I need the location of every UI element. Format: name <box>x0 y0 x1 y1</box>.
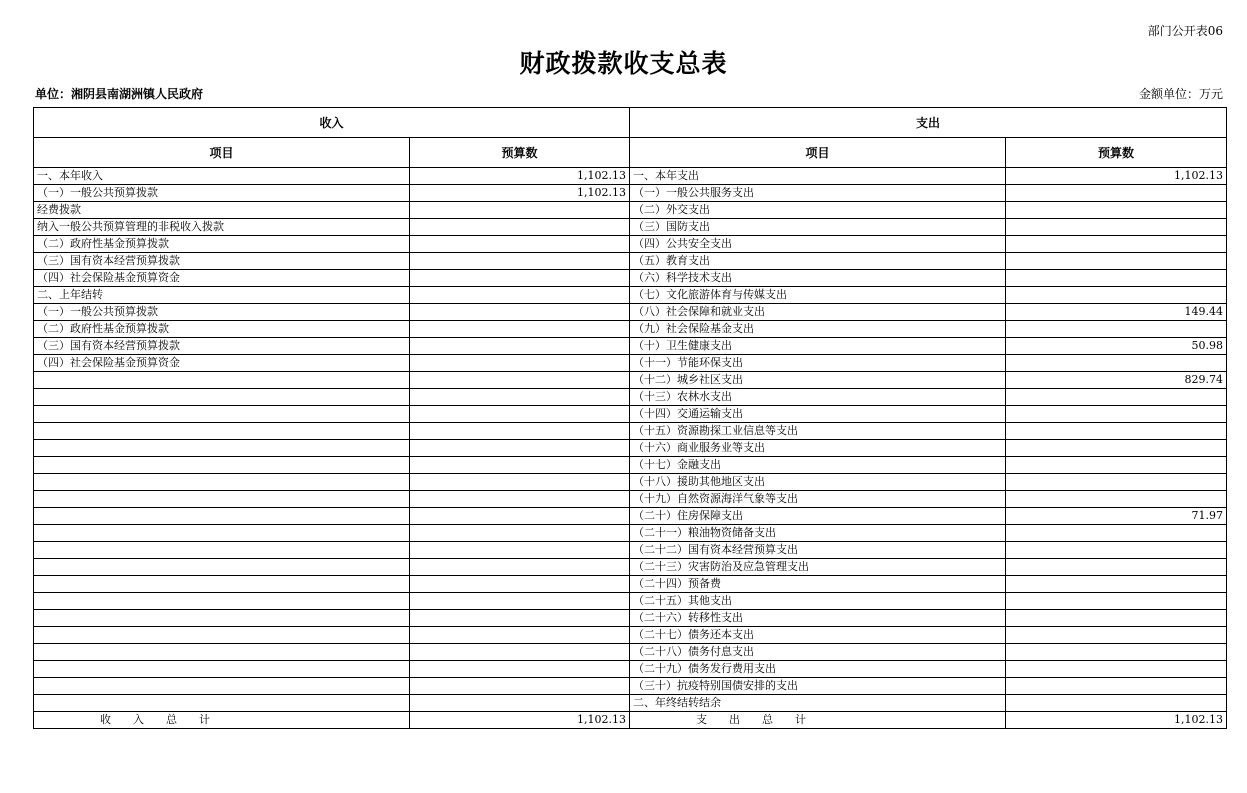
expense-item-cell: 二、年终结转结余 <box>630 695 1006 712</box>
expense-item-cell: （二十七）债务还本支出 <box>630 627 1006 644</box>
expense-budget-cell <box>1006 525 1227 542</box>
table-row <box>34 644 1227 661</box>
page-title: 财政拨款收支总表 <box>519 49 728 78</box>
income-budget-cell <box>410 219 630 236</box>
income-budget-cell: 1,102.13 <box>410 185 630 202</box>
income-total-value: 1,102.13 <box>410 712 630 729</box>
expense-budget-cell <box>1006 236 1227 253</box>
income-item-cell: （三）国有资本经营预算拨款 <box>34 338 410 355</box>
income-budget-cell <box>410 389 630 406</box>
expense-item-cell: （十四）交通运输支出 <box>630 406 1006 423</box>
expense-item-cell: 一、本年支出 <box>630 168 1006 185</box>
table-row <box>34 389 1227 406</box>
expense-budget-cell <box>1006 542 1227 559</box>
income-item-cell <box>34 695 410 712</box>
expense-budget-cell <box>1006 423 1227 440</box>
income-item-cell: 纳入一般公共预算管理的非税收入拨款 <box>34 219 410 236</box>
expense-budget-cell <box>1006 440 1227 457</box>
income-item-cell <box>34 457 410 474</box>
income-budget-cell: 1,102.13 <box>410 168 630 185</box>
income-item-cell <box>34 372 410 389</box>
income-item-cell <box>34 661 410 678</box>
expense-budget-cell: 829.74 <box>1006 372 1227 389</box>
table-row <box>34 338 1227 355</box>
income-budget-cell <box>410 270 630 287</box>
income-header: 收入 <box>34 108 630 138</box>
table-row <box>34 287 1227 304</box>
expense-item-cell: （六）科学技术支出 <box>630 270 1006 287</box>
table-row <box>34 491 1227 508</box>
income-item-cell: （一）一般公共预算拨款 <box>34 185 410 202</box>
expense-budget-cell <box>1006 321 1227 338</box>
expense-header: 支出 <box>630 108 1227 138</box>
income-budget-cell <box>410 474 630 491</box>
table-row <box>34 661 1227 678</box>
table-row <box>34 321 1227 338</box>
income-budget-cell <box>410 593 630 610</box>
income-item-cell: （二）政府性基金预算拨款 <box>34 321 410 338</box>
income-budget-cell <box>410 678 630 695</box>
section-header-row <box>34 108 1227 138</box>
expense-item-cell: （十三）农林水支出 <box>630 389 1006 406</box>
income-budget-cell <box>410 423 630 440</box>
table-row <box>34 185 1227 202</box>
income-budget-cell <box>410 610 630 627</box>
expense-item-cell: （十二）城乡社区支出 <box>630 372 1006 389</box>
income-budget-cell <box>410 321 630 338</box>
table-row <box>34 202 1227 219</box>
income-item-cell: 一、本年收入 <box>34 168 410 185</box>
income-item-cell: 二、上年结转 <box>34 287 410 304</box>
expense-budget-cell <box>1006 457 1227 474</box>
table-row <box>34 406 1227 423</box>
table-row <box>34 457 1227 474</box>
total-row <box>34 712 1227 729</box>
expense-item-cell: （三十）抗疫特别国债安排的支出 <box>630 678 1006 695</box>
income-budget-cell <box>410 508 630 525</box>
expense-item-cell: （十七）金融支出 <box>630 457 1006 474</box>
expense-item-cell: （八）社会保障和就业支出 <box>630 304 1006 321</box>
table-row <box>34 372 1227 389</box>
table-row <box>34 253 1227 270</box>
expense-item-cell: （二十三）灾害防治及应急管理支出 <box>630 559 1006 576</box>
income-item-cell: （三）国有资本经营预算拨款 <box>34 253 410 270</box>
income-budget-cell <box>410 644 630 661</box>
table-row <box>34 270 1227 287</box>
income-item-cell <box>34 644 410 661</box>
income-item-cell: （四）社会保险基金预算资金 <box>34 355 410 372</box>
expense-budget-cell <box>1006 644 1227 661</box>
expense-item-cell: （二十四）预备费 <box>630 576 1006 593</box>
income-item-cell <box>34 559 410 576</box>
expense-item-cell: （二十九）债务发行费用支出 <box>630 661 1006 678</box>
table-row <box>34 627 1227 644</box>
expense-budget-cell <box>1006 474 1227 491</box>
expense-item-cell: （十五）资源勘探工业信息等支出 <box>630 423 1006 440</box>
table-row <box>34 355 1227 372</box>
expense-total-label: 支 出 总 计 <box>630 712 1006 729</box>
table-row <box>34 474 1227 491</box>
income-budget-cell <box>410 525 630 542</box>
expense-item-cell: （二十八）债务付息支出 <box>630 644 1006 661</box>
income-item-cell: 经费拨款 <box>34 202 410 219</box>
income-total-label: 收 入 总 计 <box>34 712 410 729</box>
income-item-cell: （二）政府性基金预算拨款 <box>34 236 410 253</box>
table-row <box>34 525 1227 542</box>
income-item-cell <box>34 610 410 627</box>
expense-item-cell: （二十五）其他支出 <box>630 593 1006 610</box>
income-item-cell <box>34 440 410 457</box>
expense-budget-cell <box>1006 389 1227 406</box>
expense-item-cell: （二）外交支出 <box>630 202 1006 219</box>
table-row <box>34 559 1227 576</box>
expense-budget-cell <box>1006 253 1227 270</box>
income-budget-cell <box>410 253 630 270</box>
income-item-cell <box>34 491 410 508</box>
table-row <box>34 440 1227 457</box>
income-budget-cell <box>410 559 630 576</box>
expense-item-cell: （十一）节能环保支出 <box>630 355 1006 372</box>
expense-item-cell: （二十一）粮油物资储备支出 <box>630 525 1006 542</box>
expense-budget-cell <box>1006 270 1227 287</box>
income-item-cell <box>34 406 410 423</box>
expense-item-cell: （一）一般公共服务支出 <box>630 185 1006 202</box>
income-item-cell <box>34 678 410 695</box>
expense-budget-cell <box>1006 695 1227 712</box>
income-item-cell: （四）社会保险基金预算资金 <box>34 270 410 287</box>
table-row <box>34 236 1227 253</box>
expense-item-cell: （十八）援助其他地区支出 <box>630 474 1006 491</box>
income-budget-cell <box>410 236 630 253</box>
table-row <box>34 678 1227 695</box>
table-row <box>34 542 1227 559</box>
expense-budget-cell <box>1006 355 1227 372</box>
income-budget-cell <box>410 661 630 678</box>
income-budget-cell <box>410 202 630 219</box>
income-budget-cell <box>410 406 630 423</box>
income-item-cell <box>34 423 410 440</box>
income-item-cell <box>34 576 410 593</box>
income-budget-cell <box>410 338 630 355</box>
income-item-cell <box>34 542 410 559</box>
expense-item-header: 项目 <box>630 138 1006 168</box>
expense-item-cell: （二十六）转移性支出 <box>630 610 1006 627</box>
unit-label: 单位：湘阴县南湖洲镇人民政府 <box>35 87 204 101</box>
column-header-row <box>34 138 1227 168</box>
expense-item-cell: （四）公共安全支出 <box>630 236 1006 253</box>
expense-budget-cell: 71.97 <box>1006 508 1227 525</box>
income-budget-cell <box>410 440 630 457</box>
expense-budget-cell <box>1006 661 1227 678</box>
table-row <box>34 695 1227 712</box>
budget-table <box>33 107 1227 729</box>
expense-budget-header: 预算数 <box>1006 138 1227 168</box>
income-budget-cell <box>410 491 630 508</box>
expense-budget-cell <box>1006 576 1227 593</box>
table-row <box>34 610 1227 627</box>
table-row <box>34 593 1227 610</box>
income-item-cell <box>34 474 410 491</box>
income-budget-cell <box>410 372 630 389</box>
income-budget-cell <box>410 542 630 559</box>
expense-item-cell: （二十二）国有资本经营预算支出 <box>630 542 1006 559</box>
income-item-cell <box>34 525 410 542</box>
expense-budget-cell <box>1006 593 1227 610</box>
expense-budget-cell <box>1006 219 1227 236</box>
form-number: 部门公开表06 <box>1147 24 1223 38</box>
expense-budget-cell <box>1006 406 1227 423</box>
expense-budget-cell <box>1006 678 1227 695</box>
table-row <box>34 423 1227 440</box>
expense-budget-cell <box>1006 627 1227 644</box>
expense-budget-cell <box>1006 185 1227 202</box>
table-row <box>34 168 1227 185</box>
income-budget-cell <box>410 627 630 644</box>
income-budget-cell <box>410 304 630 321</box>
amount-unit-label: 金额单位：万元 <box>1138 87 1223 101</box>
expense-budget-cell <box>1006 610 1227 627</box>
expense-item-cell: （二十）住房保障支出 <box>630 508 1006 525</box>
income-item-cell <box>34 593 410 610</box>
expense-item-cell: （五）教育支出 <box>630 253 1006 270</box>
income-item-header: 项目 <box>34 138 410 168</box>
expense-item-cell: （十）卫生健康支出 <box>630 338 1006 355</box>
expense-budget-cell: 50.98 <box>1006 338 1227 355</box>
expense-item-cell: （三）国防支出 <box>630 219 1006 236</box>
table-row <box>34 508 1227 525</box>
income-item-cell <box>34 389 410 406</box>
income-budget-cell <box>410 355 630 372</box>
expense-budget-cell <box>1006 287 1227 304</box>
income-item-cell <box>34 508 410 525</box>
income-item-cell <box>34 627 410 644</box>
expense-item-cell: （九）社会保险基金支出 <box>630 321 1006 338</box>
expense-budget-cell <box>1006 202 1227 219</box>
income-budget-cell <box>410 457 630 474</box>
expense-budget-cell: 149.44 <box>1006 304 1227 321</box>
income-budget-header: 预算数 <box>410 138 630 168</box>
table-row <box>34 304 1227 321</box>
table-body <box>34 168 1227 712</box>
expense-total-value: 1,102.13 <box>1006 712 1227 729</box>
income-item-cell: （一）一般公共预算拨款 <box>34 304 410 321</box>
table-row <box>34 219 1227 236</box>
expense-budget-cell <box>1006 559 1227 576</box>
income-budget-cell <box>410 695 630 712</box>
expense-item-cell: （十九）自然资源海洋气象等支出 <box>630 491 1006 508</box>
expense-budget-cell: 1,102.13 <box>1006 168 1227 185</box>
expense-budget-cell <box>1006 491 1227 508</box>
income-budget-cell <box>410 576 630 593</box>
table-row <box>34 576 1227 593</box>
expense-item-cell: （十六）商业服务业等支出 <box>630 440 1006 457</box>
expense-item-cell: （七）文化旅游体育与传媒支出 <box>630 287 1006 304</box>
income-budget-cell <box>410 287 630 304</box>
